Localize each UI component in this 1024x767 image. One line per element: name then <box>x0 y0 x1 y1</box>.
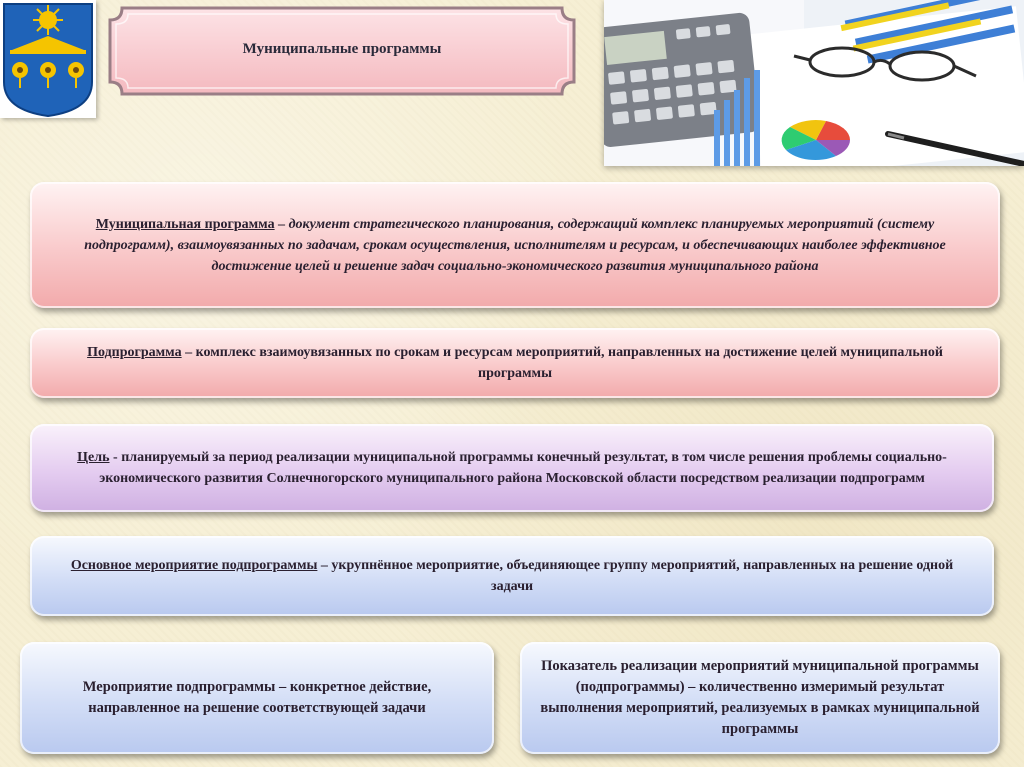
term-main-activity: Основное мероприятие подпрограммы <box>70 558 318 573</box>
coat-of-arms-emblem <box>0 0 96 118</box>
definition-subprogram <box>30 328 1000 398</box>
term-municipal-program: Муниципальная программа <box>95 216 275 232</box>
definition-main-activity-text <box>52 555 972 597</box>
coat-of-arms-icon <box>0 0 96 118</box>
page-title: Муниципальные программы <box>242 40 442 57</box>
definition-body: комплекс взаимоувязанных по срокам и ресурсам мероприятий, направленных на достижение целей муниципальной программы <box>195 345 943 381</box>
definition-goal-text <box>52 447 972 489</box>
title-plaque <box>104 2 580 100</box>
separator: – <box>274 216 289 232</box>
definition-body: документ стратегического планирования, содержащий комплекс планируемых мероприятий (систему подпрограмм), взаимоувязанных по задачам, срокам осуществления, исполнителям и ресурсам, и обеспечивающих наиболее эффективное достижение целей и решение задач социально-экономического развития муниципального района <box>84 216 946 274</box>
definition-municipal-program <box>30 182 1000 308</box>
definition-main-activity <box>30 536 994 616</box>
finance-illustration-icon <box>604 0 1024 166</box>
definition-body: укрупнённое мероприятие, объединяющее группу мероприятий, направленных на решение одной задачи <box>331 558 954 594</box>
definition-indicator <box>520 642 1000 754</box>
definition-subprogram-text <box>52 342 978 384</box>
finance-photo <box>604 0 1024 166</box>
term-goal: Цель <box>77 450 110 465</box>
separator: – <box>317 558 332 573</box>
definition-goal <box>30 424 994 512</box>
definition-activity-text: Мероприятие подпрограммы – конкретное действие, направленное на решение соответствующей задачи <box>82 679 432 716</box>
definition-indicator-text: Показатель реализации мероприятий муниципальной программы (подпрограммы) – количественно измеримый результат выполнения мероприятий, реализуемых в рамках муниципальной программы <box>540 658 980 737</box>
separator: – <box>181 345 196 360</box>
definition-activity <box>20 642 494 754</box>
separator: - <box>109 450 122 465</box>
definition-municipal-program-text <box>52 214 978 277</box>
definition-body: планируемый за период реализации муниципальной программы конечный результат, в том числе решения проблемы социально-экономического развития Солнечногорского муниципального района Московской области посредством реализации подпрограмм <box>99 450 947 486</box>
term-subprogram: Подпрограмма <box>87 345 182 360</box>
